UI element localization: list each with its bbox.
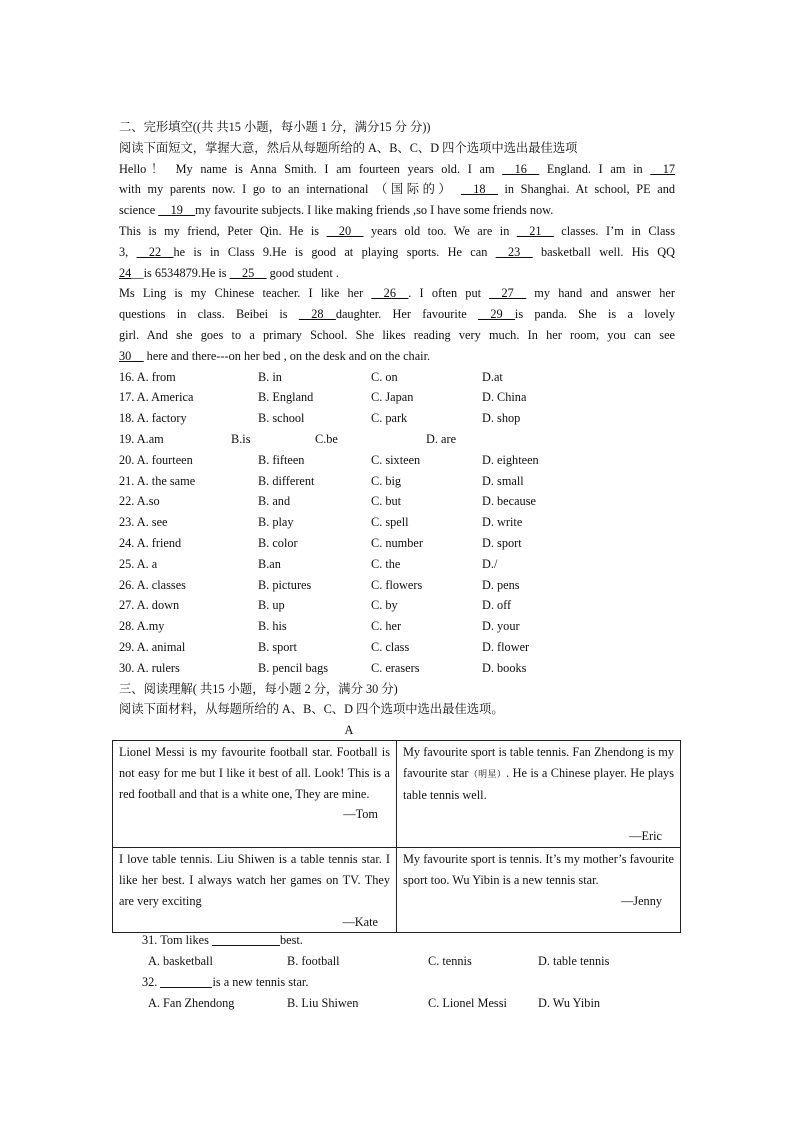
option-c[interactable]: C. the [371,556,401,571]
option-d[interactable]: D. shop [482,411,521,426]
question-31: 31. Tom likes best. [142,933,303,947]
answer-blank[interactable] [160,973,212,988]
option-d[interactable]: D. off [482,598,512,613]
option-d[interactable]: D. China [482,390,527,405]
question-32-options [148,993,600,1014]
option-c[interactable]: C. Japan [371,390,414,405]
option-d[interactable]: D. sport [482,535,522,550]
passage-line-8: questions in class. Beibei is __28__daughter. Her favourite __29__is panda. She is a lovely [119,307,675,322]
jenny-cell [397,848,681,933]
cloze-option-row [119,533,675,554]
option-c[interactable]: C. big [371,473,402,488]
option-d[interactable]: D. your [482,619,520,634]
exam-page [119,117,675,741]
option-b[interactable]: B. pictures [258,577,312,592]
section3-heading: 三、阅读理解( 共15 小题，每小题 2 分，满分 30 分) [119,681,398,696]
section2-heading: 二、完形填空((共 共15 小题，每小题 1 分，满分15 分 分)) [119,120,431,134]
cloze-option-row [119,575,675,596]
option-a[interactable]: 18. A. factory [119,411,187,426]
option-a[interactable]: 28. A.my [119,619,165,634]
option-a[interactable]: 19. A.am [119,431,164,446]
jenny-text: My favourite sport is tennis. It’s my mother’s favourite sport too. Wu Yibin is a new tennis star. [403,852,674,887]
option-d[interactable]: D. flower [482,639,530,654]
option-a[interactable]: 24. A. friend [119,535,182,550]
option-a[interactable]: 21. A. the same [119,473,196,488]
kate-cell [113,848,397,933]
answer-blank[interactable] [212,931,280,946]
option-c[interactable]: C. spell [371,515,409,530]
tom-sign: —Tom [343,807,378,822]
option-b[interactable]: B. fifteen [258,452,305,467]
option-a[interactable]: 22. A.so [119,494,160,509]
option-b[interactable]: B. school [258,411,305,426]
jenny-sign: —Jenny [621,893,662,908]
passage-line-6: 24__is 6534879.He is __25__ good student . [119,265,339,280]
passage-line-7: Ms Ling is my Chinese teacher. I like her __26__. I often put __27__ my hand and answer her [119,286,675,301]
option-a[interactable]: 30. A. rulers [119,660,180,675]
option-a[interactable]: 27. A. down [119,598,180,613]
kate-text: I love table tennis. Liu Shiwen is a table tennis star. I like her best. I always watch her games on TV. They are very exciting [119,852,390,908]
option-c[interactable]: C.be [315,431,338,446]
option-d[interactable]: D. table tennis [538,954,610,968]
cloze-options-list [119,367,675,679]
option-a[interactable]: A. Fan Zhendong [148,996,235,1010]
option-b[interactable]: B. in [258,369,282,384]
option-c[interactable]: C. class [371,639,410,654]
option-d[interactable]: D. eighteen [482,452,539,467]
option-b[interactable]: B. up [258,598,285,613]
option-a[interactable]: 20. A. fourteen [119,452,193,467]
eric-sign: —Eric [629,829,662,844]
option-b[interactable]: B. football [287,954,340,968]
option-a[interactable]: 17. A. America [119,390,194,405]
option-c[interactable]: C. number [371,535,423,550]
passage-line-2: with my parents now. I go to an international （国际的） __18__ in Shanghai. At school, PE and [119,182,675,197]
star-note: （明星） [468,768,507,779]
cloze-option-row [119,450,675,471]
cloze-option-row [119,554,675,575]
table-row [113,741,681,848]
option-a[interactable]: 25. A. a [119,556,158,571]
cloze-option-row [119,471,675,492]
option-a[interactable]: 23. A. see [119,515,168,530]
option-c[interactable]: C. but [371,494,402,509]
option-d[interactable]: D./ [482,556,498,571]
option-b[interactable]: B. sport [258,639,297,654]
cloze-option-row [119,367,675,388]
option-d[interactable]: D. because [482,494,536,509]
tom-cell [113,741,397,848]
option-b[interactable]: B. different [258,473,315,488]
option-c[interactable]: C. park [371,411,408,426]
table-row [113,848,681,933]
option-d[interactable]: D. Wu Yibin [538,996,601,1010]
cloze-option-row [119,616,675,637]
option-c[interactable]: C. Lionel Messi [428,996,507,1010]
option-c[interactable]: C. flowers [371,577,423,592]
passage-line-10: 30__ here and there---on her bed , on the desk and on the chair. [119,348,431,363]
option-c[interactable]: C. erasers [371,660,420,675]
passage-line-4: This is my friend, Peter Qin. He is __20__ years old too. We are in __21__ classes. I’m in Class [119,223,675,238]
option-d[interactable]: D. write [482,515,523,530]
option-c[interactable]: C. on [371,369,398,384]
option-b[interactable]: B. and [258,494,291,509]
option-b[interactable]: B. his [258,619,287,634]
cloze-option-row [119,429,675,450]
kate-sign: —Kate [342,914,378,929]
cloze-option-row [119,491,675,512]
option-a[interactable]: 29. A. animal [119,639,186,654]
option-c[interactable]: C. by [371,598,398,613]
option-c[interactable]: C. sixteen [371,452,421,467]
option-a[interactable]: 16. A. from [119,369,176,384]
cloze-option-row [119,512,675,533]
cloze-option-row [119,637,675,658]
option-d[interactable]: D. are [426,431,457,446]
option-d[interactable]: D. books [482,660,527,675]
option-d[interactable]: D. pens [482,577,520,592]
tom-text: Lionel Messi is my favourite football star. Football is not easy for me but I like it best of all. Look! This is a red football and that is a white one, They are mine. [119,745,390,801]
option-a[interactable]: 26. A. classes [119,577,186,592]
passage-line-3: science __19__my favourite subjects. I like making friends ,so I have some friends now. [119,203,554,218]
passage-label: A [344,723,354,738]
option-b[interactable]: B. Liu Shiwen [287,996,359,1010]
passage-line-1: Hello！ My name is Anna Smith. I am fourteen years old. I am __16__ England. I am in __17 [119,161,675,176]
cloze-option-row [119,595,675,616]
question-32: 32. is a new tennis star. [142,975,309,989]
cloze-option-row [119,387,675,408]
passage-line-9: girl. And she goes to a primary School. She likes reading very much. In her room, you can see [119,327,675,342]
option-c[interactable]: C. tennis [428,954,472,968]
eric-text: My favourite sport is table tennis. Fan Zhendong is my favourite star（明星）. He is a Chinese player. He plays table tennis well. [403,745,674,802]
option-b[interactable]: B.is [231,431,251,446]
option-b[interactable]: B. play [258,515,294,530]
option-b[interactable]: B. pencil bags [258,660,329,675]
option-b[interactable]: B. color [258,535,298,550]
reading-table [112,740,681,933]
passage-line-5: 3, __22__he is in Class 9.He is good at playing sports. He can __23__ basketball well. His QQ [119,244,675,259]
option-d[interactable]: D. small [482,473,524,488]
section3-instruction: 阅读下面材料，从每题所给的 A、B、C、D 四个选项中选出最佳选项。 [119,702,504,717]
option-c[interactable]: C. her [371,619,402,634]
cloze-option-row [119,658,675,679]
section2-instruction: 阅读下面短文，掌握大意，然后从每题所给的 A、B、C、D 四个选项中选出最佳选项 [119,140,578,155]
option-d[interactable]: D.at [482,369,503,384]
question-31-options [148,951,609,972]
cloze-option-row [119,408,675,429]
option-b[interactable]: B.an [258,556,281,571]
eric-cell [397,741,681,848]
option-b[interactable]: B. England [258,390,314,405]
option-a[interactable]: A. basketball [148,954,213,968]
